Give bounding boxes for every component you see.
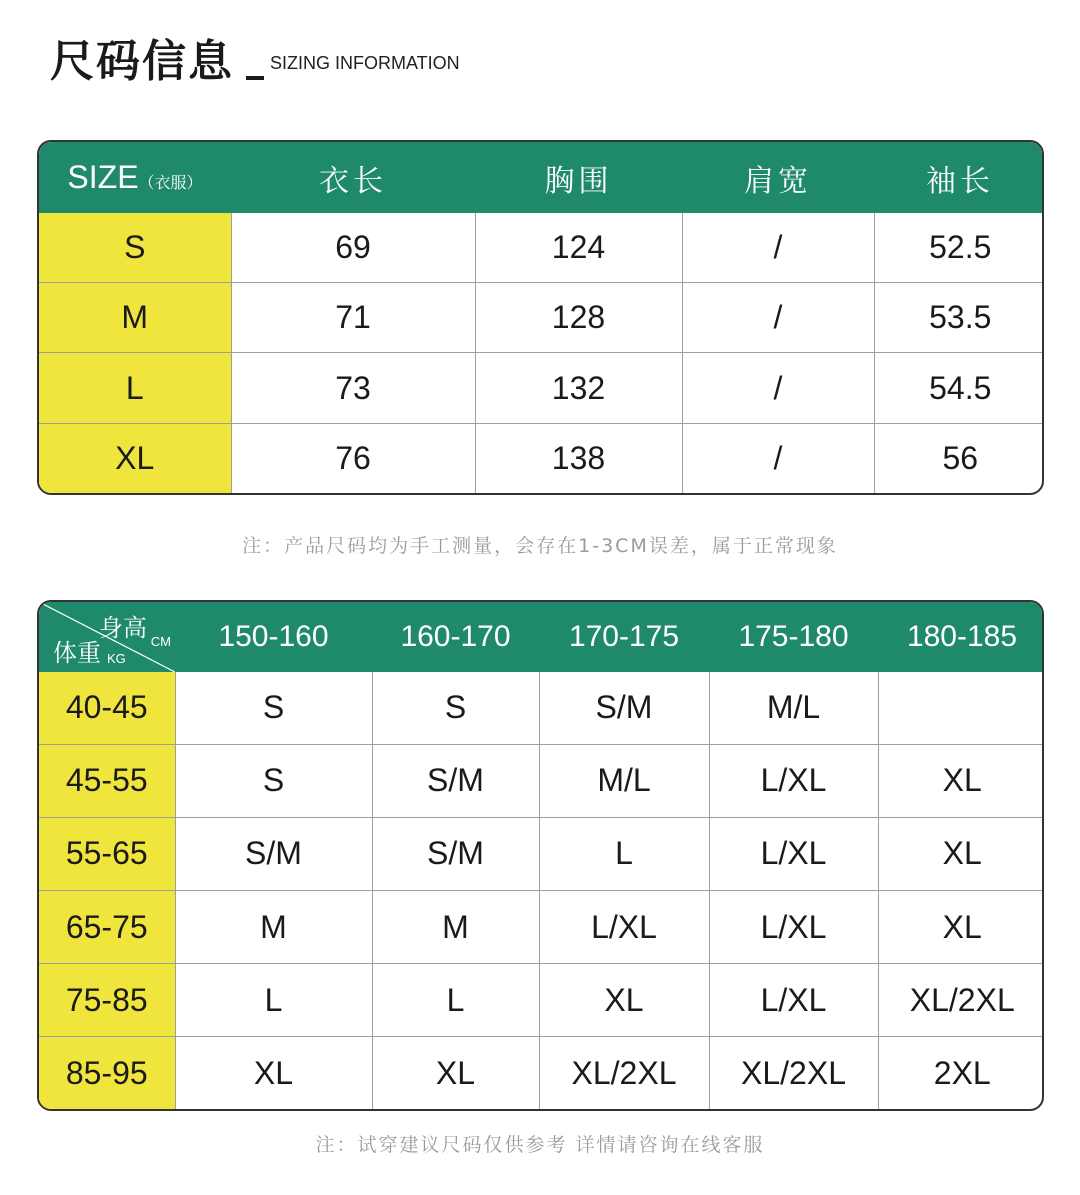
table-row xyxy=(39,744,1044,817)
table-cell: XL xyxy=(539,964,709,1037)
table-cell: XL xyxy=(878,744,1044,817)
weight-range-cell: 55-65 xyxy=(39,817,175,890)
weight-range-cell: 45-55 xyxy=(39,744,175,817)
size-measurement-table xyxy=(37,140,1044,495)
table-cell: L/XL xyxy=(709,744,878,817)
table-cell: / xyxy=(682,353,874,423)
table-row xyxy=(39,283,1044,353)
table-cell: S xyxy=(372,672,539,744)
table-cell: L/XL xyxy=(539,890,709,963)
height-axis-unit: CM xyxy=(150,634,171,649)
table-cell: XL xyxy=(878,817,1044,890)
table-cell: L/XL xyxy=(709,964,878,1037)
recommendation-note: 注：试穿建议尺码仅供参考 详情请咨询在线客服 xyxy=(315,1134,765,1156)
table-row xyxy=(39,672,1044,744)
table-row xyxy=(39,817,1044,890)
table-cell: 53.5 xyxy=(874,283,1044,353)
height-range-header: 180-185 xyxy=(878,602,1044,672)
table-cell: XL xyxy=(878,890,1044,963)
table-row xyxy=(39,423,1044,493)
height-axis-label: 身高 xyxy=(99,614,147,642)
table-cell: M/L xyxy=(709,672,878,744)
table-cell: 52.5 xyxy=(874,213,1044,283)
table-cell: L xyxy=(539,817,709,890)
table-cell: L xyxy=(175,964,372,1037)
size-recommendation-table xyxy=(37,600,1044,1111)
height-range-header: 170-175 xyxy=(539,602,709,672)
table-row xyxy=(39,213,1044,283)
table-cell: S/M xyxy=(372,744,539,817)
weight-range-cell: 40-45 xyxy=(39,672,175,744)
size-label-cell: S xyxy=(39,213,231,283)
title-separator xyxy=(246,76,264,80)
table-cell: XL/2XL xyxy=(709,1037,878,1109)
column-header-length: 衣长 xyxy=(231,142,475,213)
table-cell: 54.5 xyxy=(874,353,1044,423)
table-cell: S/M xyxy=(539,672,709,744)
table-cell: M/L xyxy=(539,744,709,817)
page-header xyxy=(50,30,460,90)
corner-header-cell xyxy=(39,602,175,672)
size-label-cell: XL xyxy=(39,423,231,493)
table-cell: 69 xyxy=(231,213,475,283)
table-cell: / xyxy=(682,283,874,353)
column-header-shoulder: 肩宽 xyxy=(682,142,874,213)
table-cell: 56 xyxy=(874,423,1044,493)
table-cell: S/M xyxy=(175,817,372,890)
column-header-sleeve: 袖长 xyxy=(874,142,1044,213)
table-cell: XL xyxy=(175,1037,372,1109)
table-row xyxy=(39,1037,1044,1109)
size-header-note: （衣服） xyxy=(138,173,203,192)
table-cell: 76 xyxy=(231,423,475,493)
weight-axis-label: 体重 xyxy=(53,639,101,667)
measurement-note: 注：产品尺码均为手工测量，会存在1-3CM误差，属于正常现象 xyxy=(242,535,838,557)
table-row xyxy=(39,353,1044,423)
table-cell: XL/2XL xyxy=(878,964,1044,1037)
weight-axis-unit: KG xyxy=(107,651,126,666)
size-table-header-row xyxy=(39,142,1044,213)
table-row xyxy=(39,964,1044,1037)
size-header-label: SIZE xyxy=(67,159,139,195)
table-row xyxy=(39,890,1044,963)
table-cell: 73 xyxy=(231,353,475,423)
table-cell: L/XL xyxy=(709,890,878,963)
table-cell: 2XL xyxy=(878,1037,1044,1109)
table-cell: 124 xyxy=(475,213,682,283)
table-cell: 128 xyxy=(475,283,682,353)
table-cell: 132 xyxy=(475,353,682,423)
weight-range-cell: 85-95 xyxy=(39,1037,175,1109)
height-range-header: 175-180 xyxy=(709,602,878,672)
page-title: 尺码信息 xyxy=(50,36,234,87)
table-cell: XL/2XL xyxy=(539,1037,709,1109)
height-range-header: 160-170 xyxy=(372,602,539,672)
table-cell: / xyxy=(682,423,874,493)
weight-range-cell: 75-85 xyxy=(39,964,175,1037)
table-cell: M xyxy=(175,890,372,963)
size-label-cell: M xyxy=(39,283,231,353)
table-cell: L xyxy=(372,964,539,1037)
table-cell: S/M xyxy=(372,817,539,890)
table-cell: XL xyxy=(372,1037,539,1109)
table-cell: L/XL xyxy=(709,817,878,890)
table-cell: S xyxy=(175,744,372,817)
table-cell: 138 xyxy=(475,423,682,493)
table-cell: 71 xyxy=(231,283,475,353)
table-cell: / xyxy=(682,213,874,283)
table-cell xyxy=(878,672,1044,744)
size-label-cell: L xyxy=(39,353,231,423)
table-cell: M xyxy=(372,890,539,963)
weight-range-cell: 65-75 xyxy=(39,890,175,963)
table-cell: S xyxy=(175,672,372,744)
recommend-table-header-row xyxy=(39,602,1044,672)
page-subtitle: SIZING INFORMATION xyxy=(270,53,460,73)
column-header-chest: 胸围 xyxy=(475,142,682,213)
size-column-header xyxy=(39,142,231,213)
height-range-header: 150-160 xyxy=(175,602,372,672)
